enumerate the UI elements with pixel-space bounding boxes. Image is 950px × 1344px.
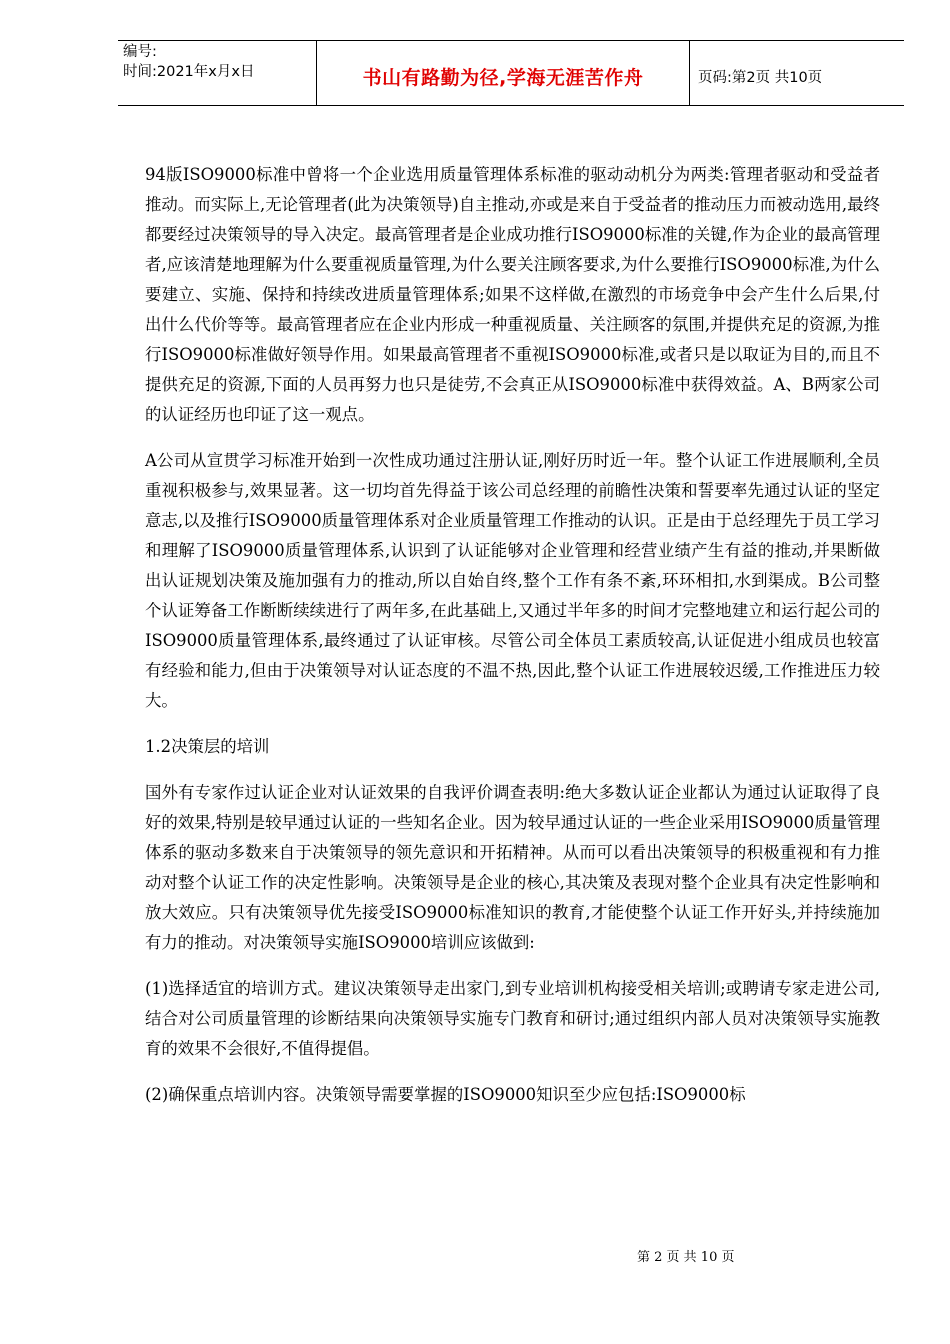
- doc-number-label: 编号:: [123, 44, 157, 60]
- page-header: [118, 40, 904, 106]
- header-meta: [118, 41, 316, 105]
- paragraph: A公司从宣贯学习标准开始到一次性成功通过注册认证,刚好历时近一年。整个认证工作进展顺利,全员重视积极参与,效果显著。这一切均首先得益于该公司总经理的前瞻性决策和誓要率先通过认证的坚定意志,以及推行ISO9000质量管理体系对企业质量管理工作推动的认识。正是由于总经理先于员工学习和理解了ISO9000质量管理体系,认识到了认证能够对企业管理和经营业绩产生有益的推动,并果断做出认证规划决策及施加强有力的推动,所以自始自终,整个工作有条不紊,环环相扣,水到渠成。B公司整个认证筹备工作断断续续进行了两年多,在此基础上,又通过半年多的时间才完整地建立和运行起公司的ISO9000质量管理体系,最终通过了认证审核。尽管公司全体员工素质较高,认证促进小组成员也较富有经验和能力,但由于决策领导对认证态度的不温不热,因此,整个认证工作进展较迟缓,工作推进压力较大。: [145, 451, 880, 710]
- header-page-label: 页码:第2页 共10页: [698, 69, 823, 86]
- page-footer: 第 2 页 共 10 页: [637, 1250, 735, 1265]
- paragraph: (2)确保重点培训内容。决策领导需要掌握的ISO9000知识至少应包括:ISO9000标: [145, 1085, 746, 1104]
- paragraph: (1)选择适宜的培训方式。建议决策领导走出家门,到专业培训机构接受相关培训;或聘请专家走进公司,结合对公司质量管理的诊断结果向决策领导实施专门教育和研讨;通过组织内部人员对决策领导实施教育的效果不会很好,不值得提倡。: [145, 979, 880, 1058]
- paragraph: 国外有专家作过认证企业对认证效果的自我评价调查表明:绝大多数认证企业都认为通过认证取得了良好的效果,特别是较早通过认证的一些知名企业。因为较早通过认证的一些企业采用ISO9000质量管理体系的驱动多数来自于决策领导的领先意识和开拓精神。从而可以看出决策领导的积极重视和有力推动对整个认证工作的决定性影响。决策领导是企业的核心,其决策及表现对整个企业具有决定性影响和放大效应。只有决策领导优先接受ISO9000标准知识的教育,才能使整个认证工作开好头,并持续施加有力的推动。对决策领导实施ISO9000培训应该做到:: [145, 783, 880, 952]
- paragraph: 94版ISO9000标准中曾将一个企业选用质量管理体系标准的驱动动机分为两类:管理者驱动和受益者推动。而实际上,无论管理者(此为决策领导)自主推动,亦或是来自于受益者的推动压力而被动选用,最终都要经过决策领导的导入决定。最高管理者是企业成功推行ISO9000标准的关键,作为企业的最高管理者,应该清楚地理解为什么要重视质量管理,为什么要关注顾客要求,为什么要推行ISO9000标准,为什么要建立、实施、保持和持续改进质量管理体系;如果不这样做,在激烈的市场竞争中会产生什么后果,付出什么代价等等。最高管理者应在企业内形成一种重视质量、关注顾客的氛围,并提供充足的资源,为推行ISO9000标准做好领导作用。如果最高管理者不重视ISO9000标准,或者只是以取证为目的,而且不提供充足的资源,下面的人员再努力也只是徒劳,不会真正从ISO9000标准中获得效益。A、B两家公司的认证经历也印证了这一观点。: [145, 165, 880, 424]
- header-motto-cell: [316, 41, 690, 105]
- header-motto: 书山有路勤为径,学海无涯苦作舟: [362, 66, 644, 89]
- section-heading: 1.2决策层的培训: [145, 737, 270, 756]
- time-label: 时间:2021年x月x日: [123, 64, 255, 80]
- header-page-cell: [690, 41, 904, 105]
- document-body: [145, 160, 880, 1110]
